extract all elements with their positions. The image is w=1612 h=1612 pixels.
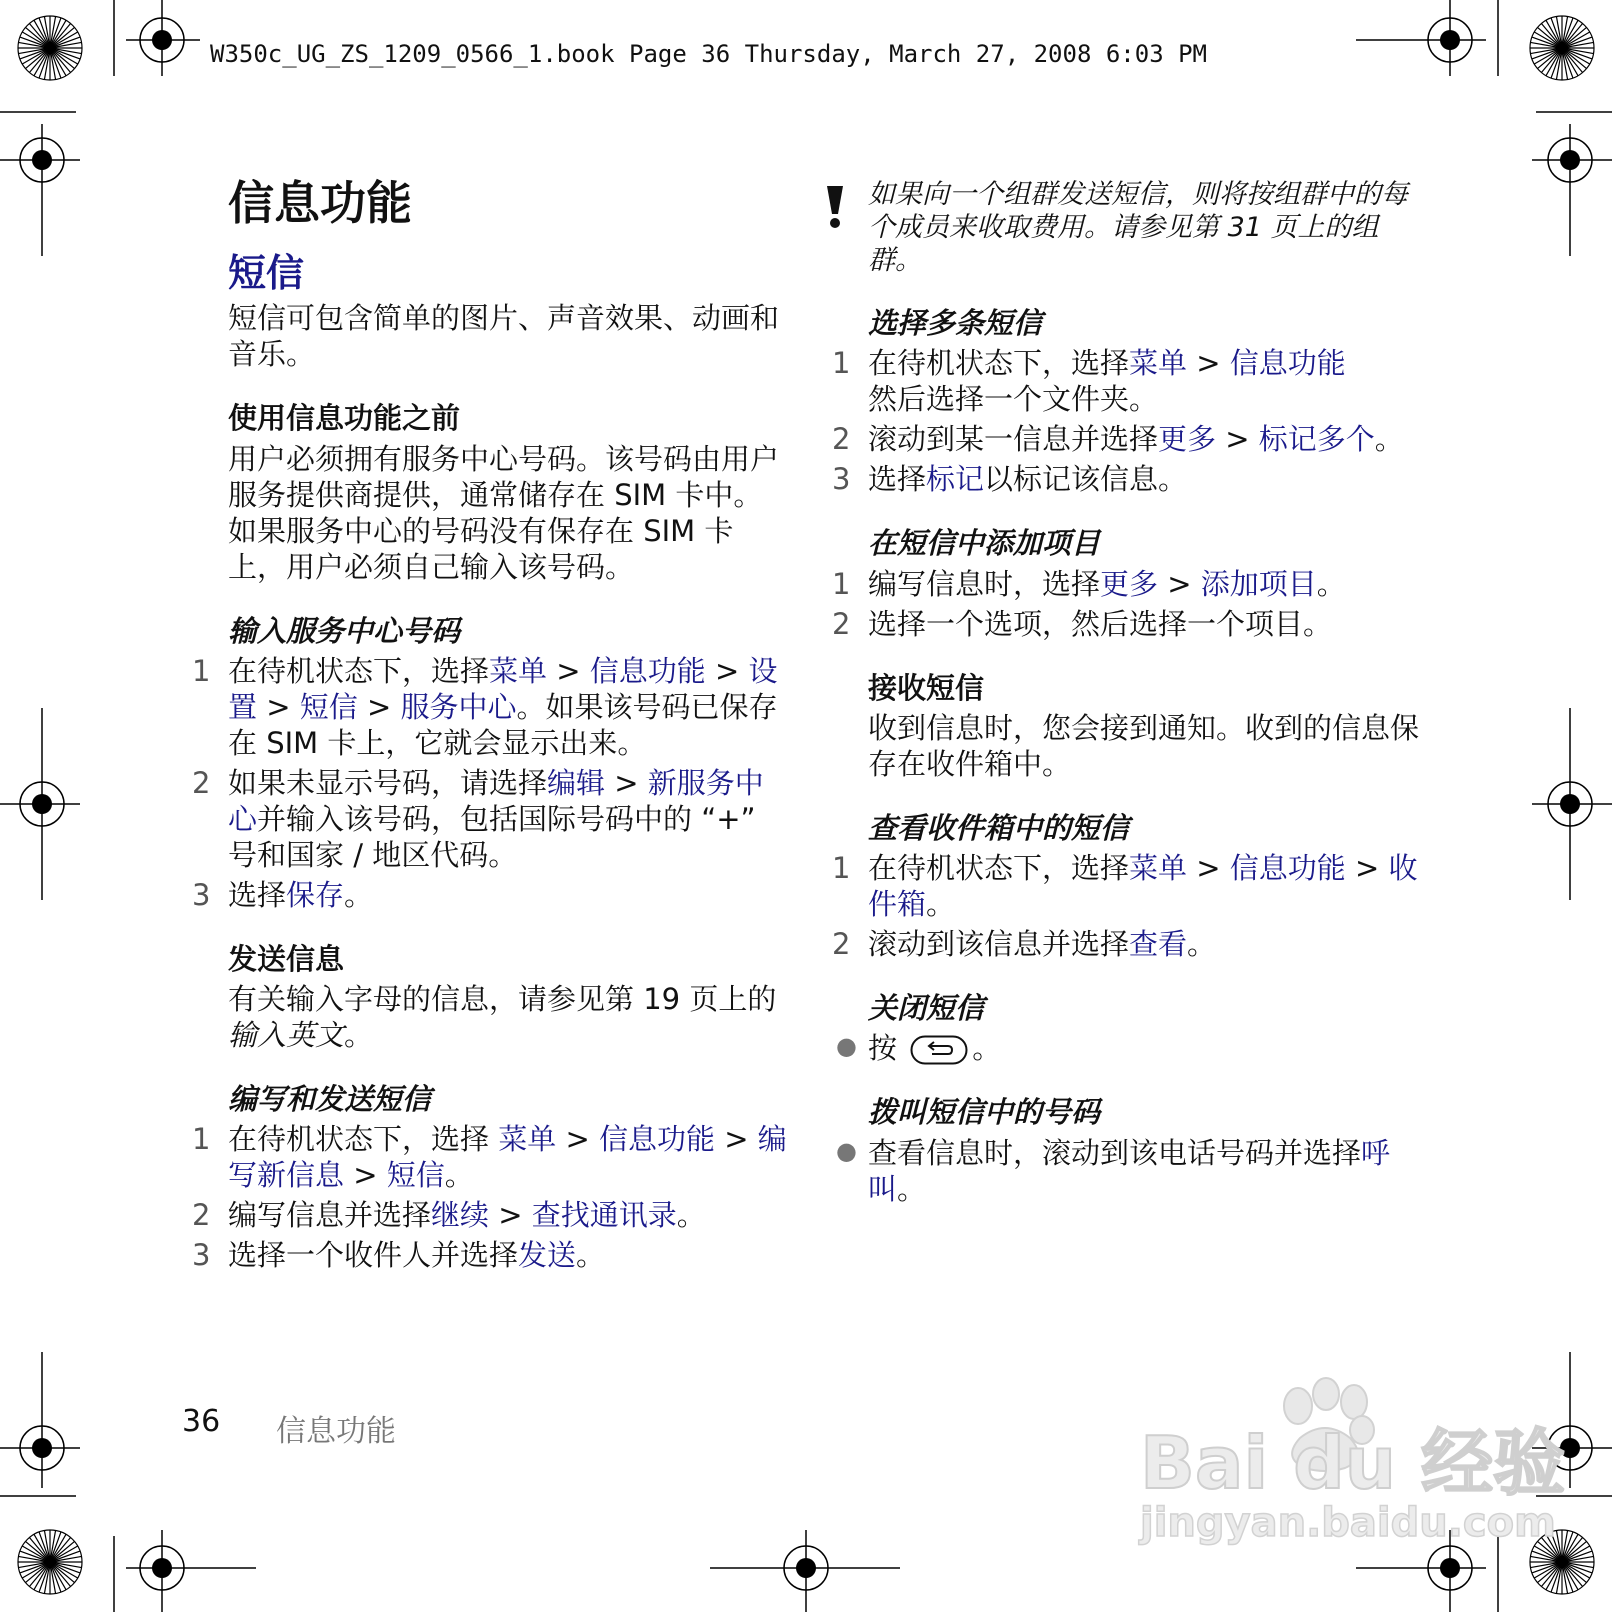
step-text: 。 <box>1316 566 1346 601</box>
heading-write-send: 编写和发送短信 <box>228 1082 432 1117</box>
step-text: 以标记该信息。 <box>984 462 1188 497</box>
list-item <box>192 877 788 913</box>
watermark-brand: Bai du 经验 <box>1140 1421 1566 1505</box>
before-text: 用户必须拥有服务中心号码。该号码由用户服务提供商提供，通常储存在 SIM 卡中。如果服务中心的号码没有保存在 SIM 卡上，用户必须自己输入该号码。 <box>228 441 780 584</box>
step-text: 。 <box>897 1171 927 1206</box>
step-text: 。 <box>1187 927 1217 961</box>
step-text: 滚动到某一信息并选择 <box>868 422 1159 457</box>
step-text: 查看信息时，滚动到该电话号码并选择 <box>868 1135 1362 1170</box>
list-item <box>832 421 1428 457</box>
call-link: 呼叫 <box>868 1135 1391 1206</box>
menu-link: 菜单 <box>1129 851 1188 885</box>
list-item <box>832 461 1428 497</box>
heading-before: 使用信息功能之前 <box>228 401 461 436</box>
step-text: 按 <box>868 1031 898 1066</box>
step-text: 。 <box>1374 422 1404 457</box>
step-text: 在待机状态下，选择 <box>868 346 1130 381</box>
step-number: 3 <box>192 1238 211 1273</box>
step-text: 。 <box>576 1238 606 1273</box>
bullet-icon: ● <box>836 1032 857 1061</box>
list-item <box>832 606 1428 642</box>
list-item <box>192 1197 788 1233</box>
contacts-lookup-link: 查找通讯录 <box>531 1198 677 1233</box>
step-text: 。 <box>444 1158 474 1193</box>
step-text: 在待机状态下，选择 <box>228 1122 499 1157</box>
step-text: 在待机状态下，选择 <box>868 851 1130 885</box>
list-item <box>832 345 1428 417</box>
section-heading-sms: 短信 <box>228 250 305 295</box>
mark-several-link: 标记多个 <box>1258 422 1375 457</box>
back-key-icon <box>910 1035 968 1065</box>
step-text: 。 <box>972 1031 1002 1066</box>
heading-add-item: 在短信中添加项目 <box>868 526 1101 561</box>
step-text: 。如果该号码已保存在 SIM 卡上，它就会显示出来。 <box>228 689 778 760</box>
list-item <box>192 1121 788 1193</box>
new-center-link: 新服务中心 <box>228 765 764 836</box>
settings-link: 设置 <box>228 653 778 724</box>
step-text: 选择 <box>868 462 927 497</box>
send-text-part: 。 <box>344 1018 374 1053</box>
separator: > <box>1187 346 1230 381</box>
step-text: 。 <box>926 887 956 921</box>
send-text-part: 有关输入字母的信息，请参见第 19 页上的 <box>228 982 777 1017</box>
menu-link: 菜单 <box>1129 346 1188 381</box>
menu-link: 菜单 <box>489 653 548 688</box>
step-number: 2 <box>192 765 211 800</box>
heading-view-inbox: 查看收件箱中的短信 <box>868 810 1130 845</box>
heading-enter-center: 输入服务中心号码 <box>228 613 461 648</box>
watermark-url: jingyan.baidu.com <box>1140 1500 1556 1546</box>
list-item <box>192 1237 788 1273</box>
separator: > <box>357 689 401 724</box>
step-number: 2 <box>832 422 851 457</box>
page-number: 36 <box>182 1404 221 1439</box>
right-column <box>832 178 1428 1211</box>
add-item-link: 添加项目 <box>1200 566 1317 601</box>
step-number: 1 <box>832 346 851 381</box>
separator: > <box>344 1158 387 1193</box>
page-title: 信息功能 <box>228 176 412 230</box>
step-number: 3 <box>192 877 211 912</box>
list-item <box>192 765 788 873</box>
heading-send: 发送信息 <box>228 941 345 976</box>
step-text: 然后选择一个文件夹。 <box>868 382 1159 417</box>
separator: > <box>1216 422 1259 457</box>
footer-section-title: 信息功能 <box>276 1414 396 1449</box>
sms-link: 短信 <box>299 689 358 724</box>
step-text: 滚动到该信息并选择 <box>868 927 1130 961</box>
more-link: 更多 <box>1158 422 1217 457</box>
heading-close-sms: 关闭短信 <box>868 991 985 1025</box>
warning-note <box>868 178 1428 277</box>
list-item <box>832 926 1428 962</box>
separator: > <box>1187 851 1230 885</box>
mark-link: 标记 <box>926 462 985 497</box>
step-number: 1 <box>832 851 851 885</box>
step-text: 选择一个收件人并选择 <box>228 1238 519 1273</box>
receive-text: 收到信息时，您会接到通知。收到的信息保存在收件箱中。 <box>868 710 1420 781</box>
step-number: 2 <box>832 606 851 641</box>
step-text: 选择 <box>228 877 287 912</box>
step-text: 。 <box>344 877 374 912</box>
save-link: 保存 <box>286 877 345 912</box>
messaging-link: 信息功能 <box>1229 851 1346 885</box>
step-text: 并输入该号码，包括国际号码中的 “+” 号和国家 / 地区代码。 <box>228 801 756 872</box>
list-item <box>836 1135 1428 1207</box>
step-number: 2 <box>192 1198 211 1233</box>
menu-link: 菜单 <box>498 1122 557 1157</box>
separator: > <box>547 653 590 688</box>
step-text: 选择一个选项，然后选择一个项目。 <box>868 606 1333 641</box>
step-text: 编写信息并选择 <box>228 1198 432 1233</box>
send-text <box>228 981 788 1053</box>
list-item <box>832 566 1428 602</box>
heading-select-multiple: 选择多条短信 <box>868 306 1043 340</box>
messaging-link: 信息功能 <box>598 1122 715 1157</box>
step-text: 。 <box>676 1198 706 1233</box>
new-message-link: 编写新信息 <box>228 1122 787 1193</box>
heading-call-number: 拨叫短信中的号码 <box>868 1095 1101 1130</box>
left-column <box>192 176 788 1277</box>
baidu-watermark <box>1140 1378 1566 1548</box>
list-item <box>192 653 788 761</box>
messaging-link: 信息功能 <box>589 653 706 688</box>
step-number: 1 <box>192 1122 211 1157</box>
inbox-link: 收件箱 <box>868 851 1418 921</box>
step-number: 1 <box>832 566 851 601</box>
continue-link: 继续 <box>431 1198 490 1233</box>
separator: > <box>556 1122 599 1157</box>
sms-link: 短信 <box>386 1158 445 1193</box>
step-text: 在待机状态下，选择 <box>228 653 490 688</box>
separator: > <box>605 765 648 800</box>
send-text-ref: 输入英文 <box>228 1018 345 1053</box>
note-text: 如果向一个组群发送短信，则将按组群中的每个成员来收取费用。请参见第 31 页上的组群。 <box>868 179 1408 276</box>
bullet-icon: ● <box>836 1136 857 1165</box>
heading-receive: 接收短信 <box>868 670 985 705</box>
list-item <box>832 850 1428 922</box>
step-text: 编写信息时，选择 <box>868 566 1101 601</box>
sms-intro: 短信可包含简单的图片、声音效果、动画和音乐。 <box>228 301 780 372</box>
service-center-link: 服务中心 <box>400 689 517 724</box>
list-item <box>836 1030 1428 1066</box>
separator: > <box>489 1198 532 1233</box>
step-number: 1 <box>192 653 211 688</box>
messaging-link: 信息功能 <box>1229 346 1346 381</box>
separator: > <box>715 1122 758 1157</box>
send-link: 发送 <box>518 1238 577 1273</box>
view-link: 查看 <box>1129 927 1188 961</box>
separator: > <box>1158 566 1201 601</box>
step-number: 2 <box>832 927 851 961</box>
exclamation-icon <box>824 184 846 230</box>
separator: > <box>1345 851 1389 885</box>
step-text: 如果未显示号码，请选择 <box>228 765 548 800</box>
more-link: 更多 <box>1100 566 1159 601</box>
step-number: 3 <box>832 462 851 497</box>
book-header: W350c_UG_ZS_1209_0566_1.book Page 36 Thursday, March 27, 2008 6:03 PM <box>210 40 1207 68</box>
edit-link: 编辑 <box>547 765 606 800</box>
separator: > <box>705 653 749 688</box>
separator: > <box>257 689 300 724</box>
